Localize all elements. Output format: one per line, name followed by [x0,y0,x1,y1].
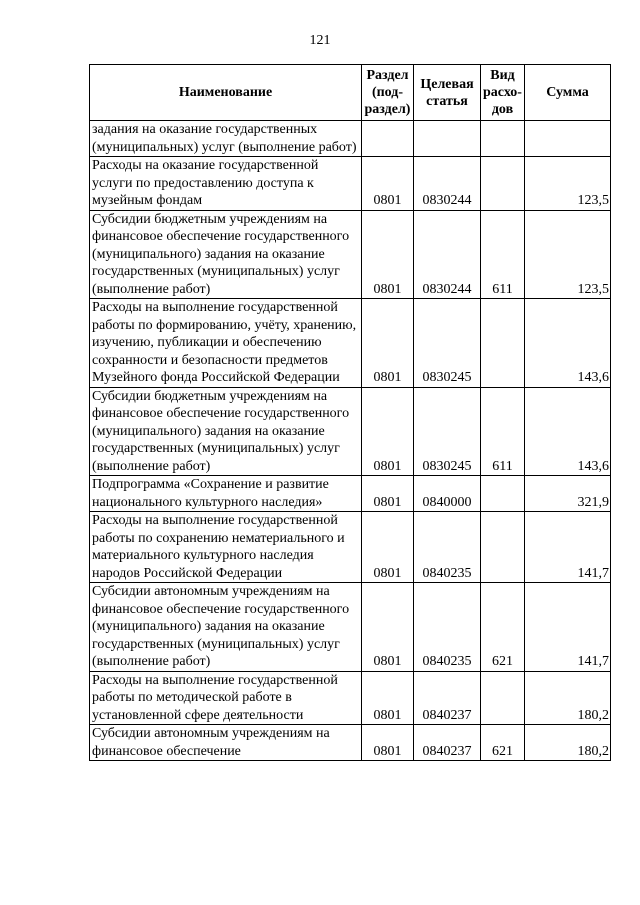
cell-kind [481,476,525,512]
cell-kind [481,299,525,388]
cell-section: 0801 [362,476,414,512]
cell-section: 0801 [362,671,414,725]
cell-sum [525,121,611,157]
table-row [90,512,611,583]
cell-sum: 180,2 [525,725,611,761]
cell-sum: 123,5 [525,157,611,211]
cell-kind: 611 [481,210,525,299]
cell-kind [481,121,525,157]
cell-target: 0830244 [414,157,481,211]
cell-sum: 321,9 [525,476,611,512]
cell-target: 0840235 [414,583,481,672]
table-body [90,121,611,761]
cell-section: 0801 [362,725,414,761]
cell-section: 0801 [362,210,414,299]
header-sum: Сумма [525,65,611,121]
cell-name: задания на оказание государственных (муниципальных) услуг (выполнение работ) [90,121,362,157]
cell-name: Субсидии автономным учреждениям на финансовое обеспечение государственного (муниципального) задания на оказание государственных (муниципальных) услуг (выполнение работ) [90,583,362,672]
cell-kind [481,512,525,583]
cell-name: Расходы на выполнение государственной работы по методической работе в установленной сфере деятельности [90,671,362,725]
cell-section: 0801 [362,387,414,476]
table-row [90,583,611,672]
table-row [90,210,611,299]
cell-section: 0801 [362,583,414,672]
cell-name: Субсидии автономным учреждениям на финансовое обеспечение [90,725,362,761]
cell-target: 0840235 [414,512,481,583]
cell-section: 0801 [362,299,414,388]
header-name: Наименование [90,65,362,121]
cell-sum: 141,7 [525,512,611,583]
cell-name: Субсидии бюджетным учреждениям на финансовое обеспечение государственного (муниципального) задания на оказание государственных (муниципальных) услуг (выполнение работ) [90,387,362,476]
page-number: 121 [309,33,331,48]
cell-sum: 123,5 [525,210,611,299]
cell-kind [481,671,525,725]
cell-kind: 611 [481,387,525,476]
cell-name: Подпрограмма «Сохранение и развитие национального культурного наследия» [90,476,362,512]
cell-name: Расходы на выполнение государственной работы по формированию, учёту, хранению, изучению, публикации и обеспечению сохранности и безопасности предметов Музейного фонда Российской Федерации [90,299,362,388]
cell-sum: 180,2 [525,671,611,725]
cell-target [414,121,481,157]
cell-target: 0830244 [414,210,481,299]
cell-name: Расходы на оказание государственной услуги по предоставлению доступа к музейным фондам [90,157,362,211]
cell-target: 0840000 [414,476,481,512]
cell-target: 0830245 [414,387,481,476]
cell-name: Расходы на выполнение государственной работы по сохранению нематериального и материального культурного наследия народов Российской Федерации [90,512,362,583]
cell-target: 0840237 [414,671,481,725]
table-row [90,157,611,211]
table-row [90,121,611,157]
cell-section: 0801 [362,512,414,583]
cell-kind: 621 [481,725,525,761]
table-header-row [90,65,611,121]
header-kind: Вид расхо-дов [481,65,525,121]
cell-target: 0830245 [414,299,481,388]
table-row [90,671,611,725]
cell-sum: 141,7 [525,583,611,672]
cell-sum: 143,6 [525,387,611,476]
cell-kind: 621 [481,583,525,672]
table-row [90,387,611,476]
cell-section: 0801 [362,157,414,211]
budget-table [89,64,611,761]
header-section: Раздел (под-раздел) [362,65,414,121]
cell-section [362,121,414,157]
cell-sum: 143,6 [525,299,611,388]
table-row [90,725,611,761]
cell-name: Субсидии бюджетным учреждениям на финансовое обеспечение государственного (муниципального) задания на оказание государственных (муниципальных) услуг (выполнение работ) [90,210,362,299]
header-target: Целевая статья [414,65,481,121]
cell-target: 0840237 [414,725,481,761]
cell-kind [481,157,525,211]
table-row [90,476,611,512]
table-row [90,299,611,388]
